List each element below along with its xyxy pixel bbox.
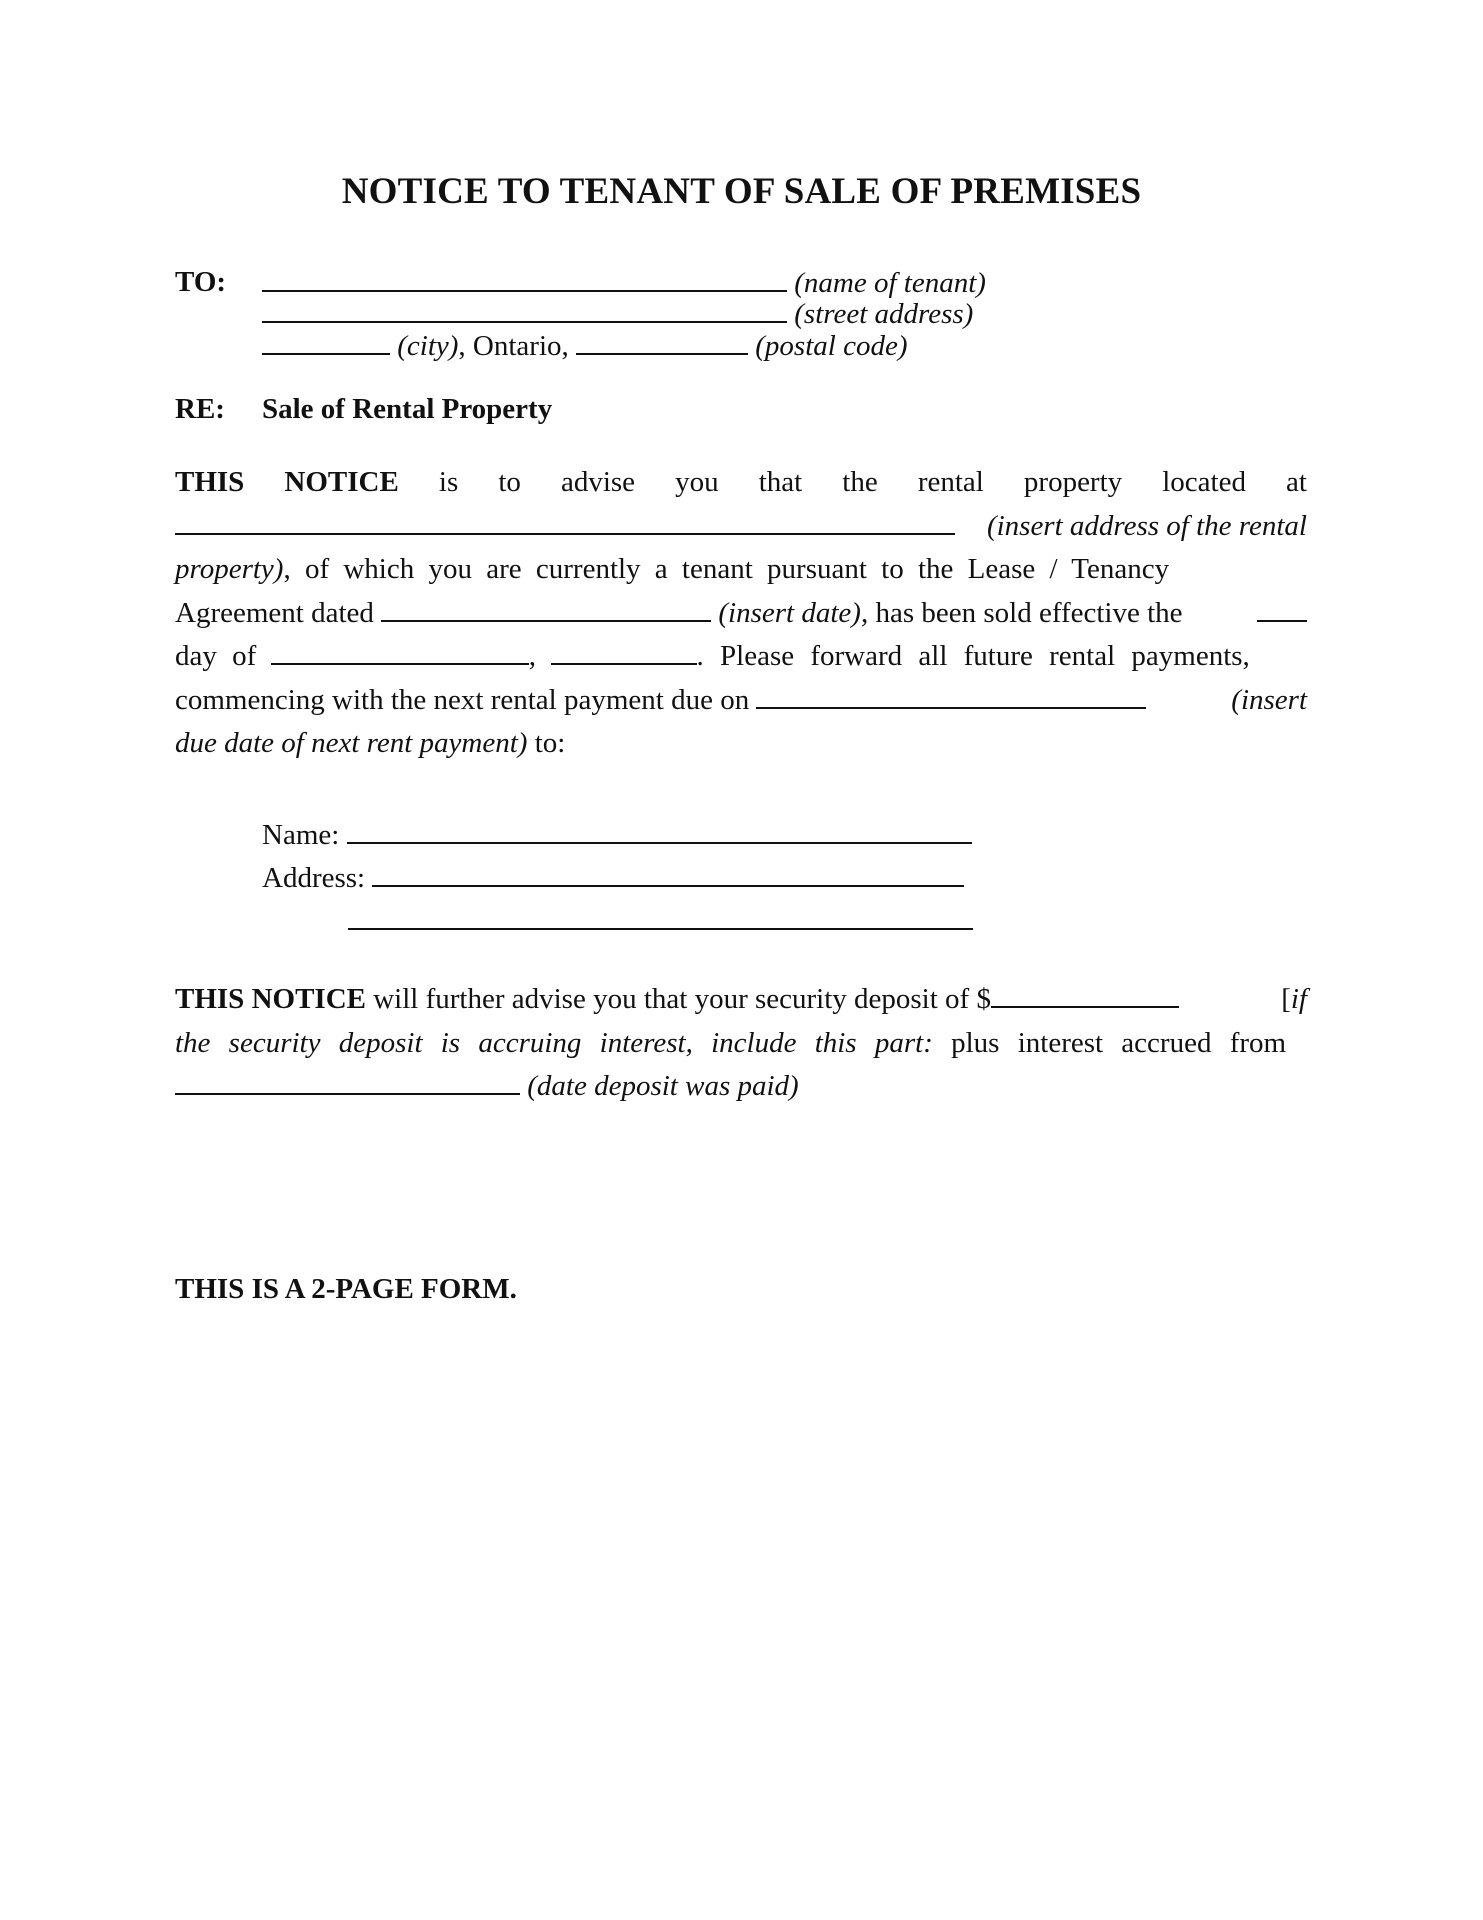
commencing-text: commencing with the next rental payment due on (175, 683, 750, 716)
paragraph-line-3 (175, 548, 1307, 592)
deposit-line-1 (175, 978, 1307, 1022)
province-text: , Ontario, (458, 330, 569, 362)
effective-month-blank[interactable] (271, 639, 529, 665)
rental-address-blank[interactable] (175, 509, 955, 535)
notice-paragraph (175, 461, 1307, 766)
bracket-text: [ (1281, 983, 1291, 1015)
effective-day-blank[interactable] (1257, 596, 1307, 622)
deposit-line-2 (175, 1022, 1307, 1066)
to-city-line (262, 329, 907, 363)
comma-text: , (528, 640, 537, 672)
due-date-hint: due date of next rent payment) (175, 727, 528, 759)
word: THIS (175, 466, 245, 498)
word: is (438, 466, 459, 498)
tenant-name-blank[interactable] (262, 266, 787, 292)
deposit-amount-blank[interactable] (991, 982, 1179, 1008)
word: located (1162, 466, 1246, 498)
payee-address-line-2 (348, 904, 973, 938)
payee-name-label: Name: (262, 819, 340, 851)
forward-text: . Please forward all future rental payments, (696, 640, 1250, 672)
if-hint: if (1290, 983, 1307, 1015)
sold-text: , has been sold effective the (860, 596, 1183, 629)
word: property (1023, 466, 1123, 498)
payee-address-blank[interactable] (372, 861, 964, 887)
rental-address-hint: (insert address of the rental (986, 509, 1307, 542)
payee-address-label: Address: (262, 862, 366, 894)
payee-name-blank[interactable] (347, 818, 972, 844)
page-title: NOTICE TO TENANT OF SALE OF PREMISES (341, 171, 1142, 212)
interest-text: plus interest accrued from (932, 1026, 1287, 1059)
to-text: to: (527, 727, 566, 759)
paragraph-line-2 (175, 505, 1307, 549)
payee-name-line (262, 818, 972, 852)
deposit-text: will further advise you that your security deposit of $ (365, 983, 991, 1015)
insert-hint: (insert (1231, 683, 1307, 716)
paragraph-line-7 (175, 722, 1307, 766)
paragraph-line-5 (175, 635, 1307, 679)
deposit-line-3 (175, 1065, 1307, 1109)
to-tenant-line (262, 266, 986, 300)
to-label: TO: (175, 266, 227, 298)
postal-code-hint: (postal code) (755, 330, 908, 362)
payee-address-blank-2[interactable] (348, 904, 973, 930)
interest-hint: the security deposit is accruing interest, include this part: (175, 1026, 933, 1059)
street-address-blank[interactable] (262, 297, 787, 323)
word: the (842, 466, 878, 498)
deposit-date-hint: (date deposit was paid) (527, 1070, 799, 1102)
deposit-lead: THIS NOTICE (175, 983, 366, 1015)
property-hint: property) (175, 553, 284, 585)
next-rent-due-blank[interactable] (756, 683, 1146, 709)
tenant-name-hint: (name of tenant) (794, 267, 986, 299)
city-hint: (city) (397, 330, 459, 362)
agreement-dated-text: Agreement dated (175, 596, 374, 629)
paragraph-line-1 (175, 461, 1307, 505)
re-label: RE: (175, 393, 225, 425)
paragraph-line-6 (175, 679, 1307, 723)
word: advise (560, 466, 636, 498)
form-footer-note: THIS IS A 2-PAGE FORM. (175, 1273, 517, 1305)
payee-address-line (262, 861, 964, 895)
deposit-date-blank[interactable] (175, 1069, 520, 1095)
re-subject: Sale of Rental Property (262, 393, 553, 425)
to-street-line (262, 297, 973, 331)
agreement-date-hint: (insert date) (718, 596, 861, 629)
street-address-hint: (street address) (794, 298, 974, 330)
agreement-date-blank[interactable] (381, 596, 711, 622)
deposit-paragraph (175, 978, 1307, 1109)
city-blank[interactable] (262, 329, 390, 355)
word: to (498, 466, 521, 498)
effective-year-blank[interactable] (551, 639, 697, 665)
paragraph-line-4 (175, 592, 1307, 636)
word: NOTICE (284, 466, 399, 498)
word: rental (917, 466, 984, 498)
lease-text: , of which you are currently a tenant pursuant to the Lease / Tenancy (283, 553, 1170, 585)
word: at (1286, 466, 1307, 498)
day-of-text: day of (175, 640, 257, 672)
word: you (675, 466, 719, 498)
postal-code-blank[interactable] (576, 329, 748, 355)
word: that (758, 466, 803, 498)
